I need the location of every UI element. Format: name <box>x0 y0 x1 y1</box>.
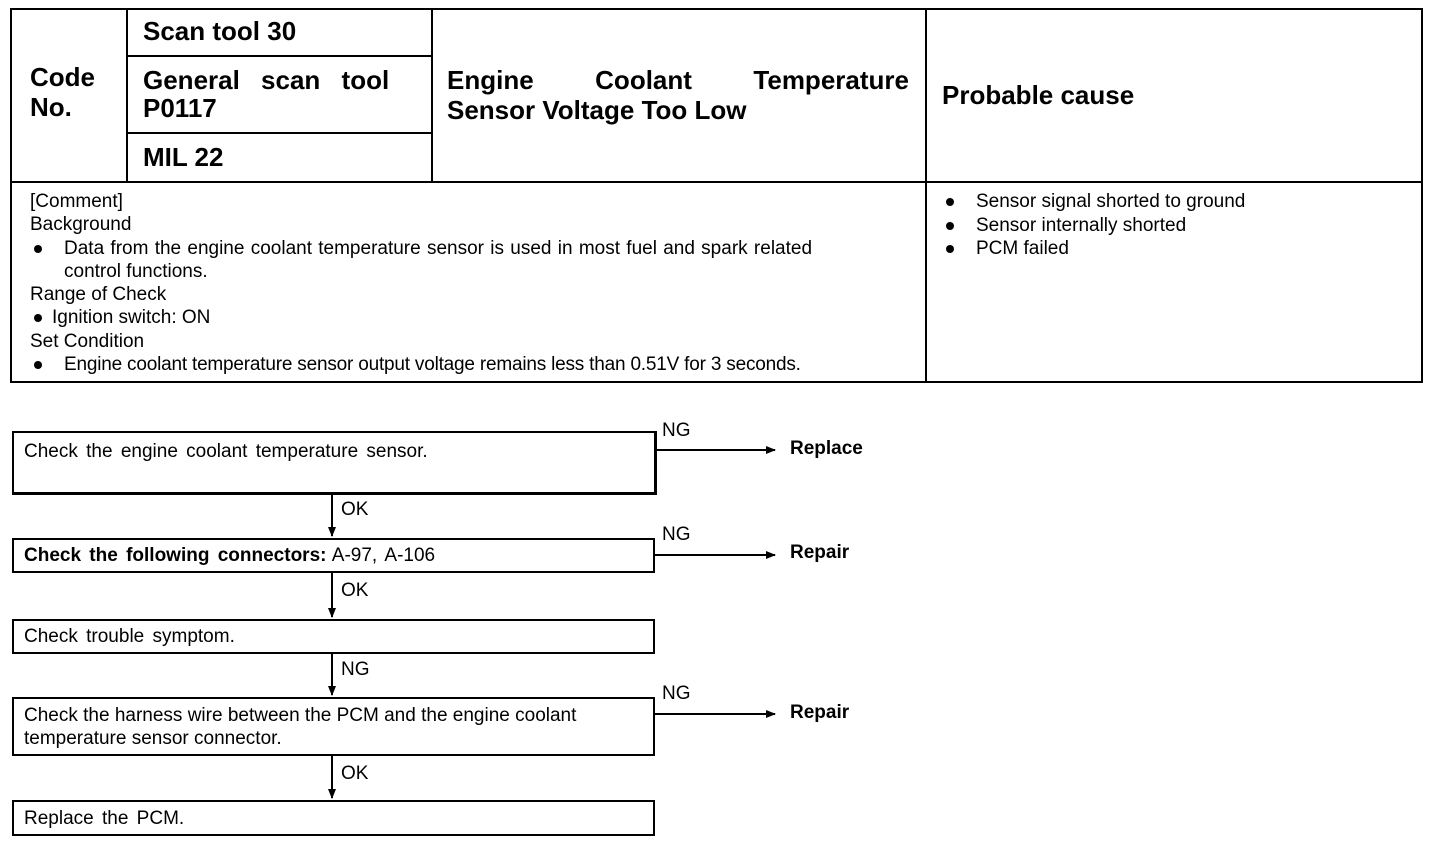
ng-label: NG <box>662 420 691 441</box>
scan-tool-code: Scan tool 30 <box>143 16 297 46</box>
ok-label: OK <box>341 580 369 601</box>
probable-cause-item: Sensor internally shorted <box>942 214 1412 238</box>
background-heading: Background <box>30 214 132 236</box>
ok-label: OK <box>341 763 369 784</box>
range-heading: Range of Check <box>30 284 167 306</box>
range-item: Ignition switch: ON <box>30 306 920 329</box>
probable-cause-item: PCM failed <box>942 237 1412 261</box>
flow-step-check-harness: Check the harness wire between the PCM and the engine coolant temperature sensor connector. <box>12 697 655 756</box>
result-replace: Replace <box>790 438 863 459</box>
general-scan-tool-value: P0117 <box>143 93 217 123</box>
ng-label: NG <box>662 524 691 545</box>
flow-step-check-symptom: Check trouble symptom. <box>12 619 655 654</box>
set-condition-item: Engine coolant temperature sensor output voltage remains less than 0.51V for 3 seconds. <box>30 353 920 376</box>
probable-cause-item: Sensor signal shorted to ground <box>942 190 1412 214</box>
general-scan-tool-label: General scan tool <box>143 65 390 95</box>
ok-label: OK <box>341 499 369 520</box>
result-repair: Repair <box>790 542 850 563</box>
flow-step-check-connectors: Check the following connectors: A-97, A-106 <box>12 538 655 573</box>
code-no-label: Code No. <box>30 62 95 122</box>
background-item: Data from the engine coolant temperature sensor is used in most fuel and spark related control functions. <box>30 237 920 284</box>
flow-step-check-sensor: Check the engine coolant temperature sensor. <box>12 431 657 495</box>
dtc-title-word: Engine <box>447 65 534 95</box>
flow-step-replace-pcm: Replace the PCM. <box>12 800 655 836</box>
dtc-title-line2: Sensor Voltage Too Low <box>447 95 747 125</box>
probable-cause-heading: Probable cause <box>942 80 1135 110</box>
comment-label: [Comment] <box>30 191 123 212</box>
set-condition-heading: Set Condition <box>30 330 145 352</box>
ng-label: NG <box>341 659 370 680</box>
mil-code: MIL 22 <box>143 142 224 172</box>
ng-label: NG <box>662 683 691 704</box>
result-repair: Repair <box>790 702 850 723</box>
dtc-title-word: Coolant <box>595 65 692 95</box>
dtc-title-word: Temperature <box>753 65 909 95</box>
